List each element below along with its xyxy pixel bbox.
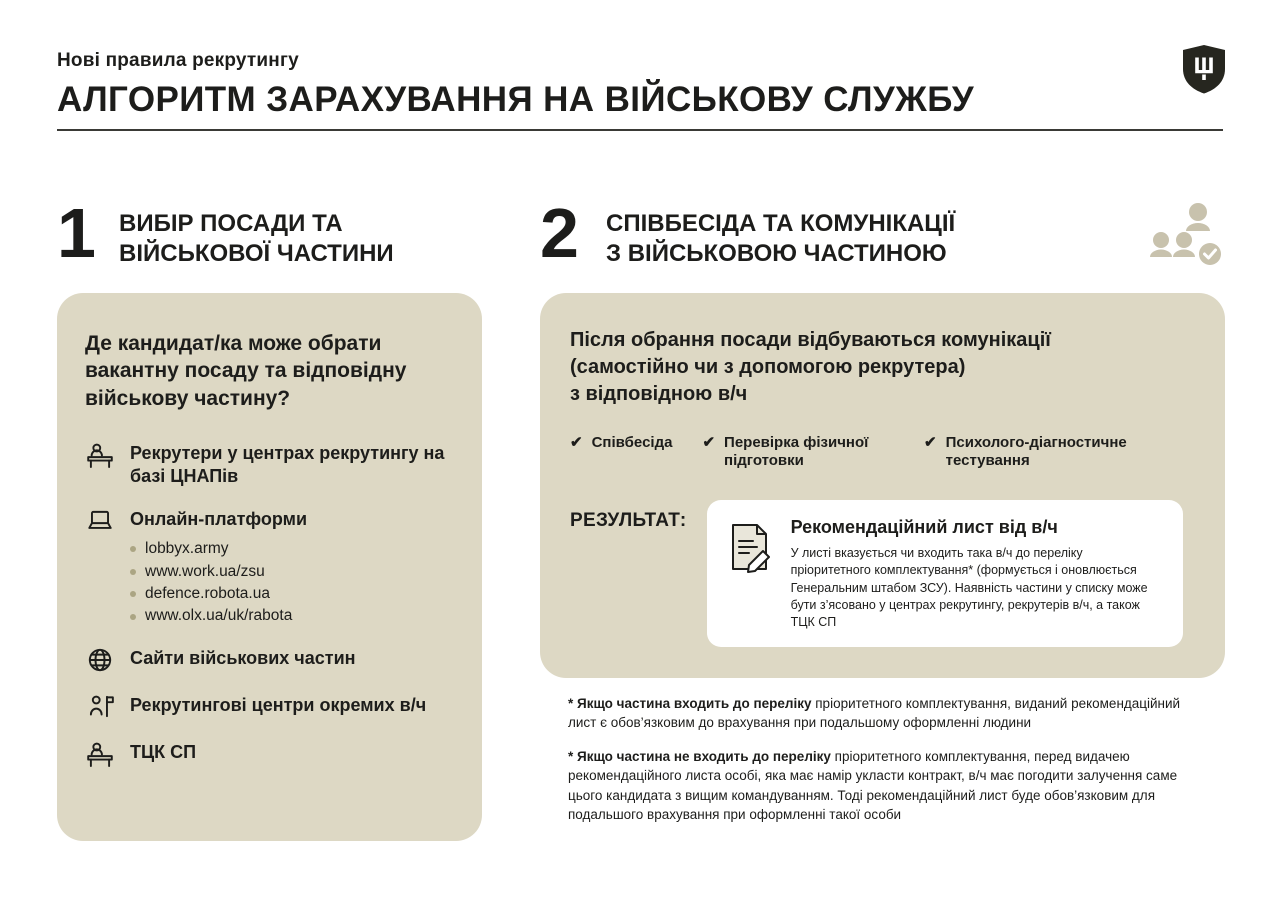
- check-label: Психолого-діагностичне тестування: [945, 433, 1127, 470]
- recommendation-card: [707, 500, 1183, 647]
- check-icon: ✔: [924, 433, 937, 451]
- channel-label: Рекрутингові центри окремих в/ч: [130, 694, 427, 715]
- platform-link: [130, 538, 307, 560]
- channel-label: Сайти військових частин: [130, 647, 356, 668]
- laptop-icon: [85, 506, 115, 536]
- kicker: Нові правила рекрутингу: [57, 50, 299, 71]
- step2-panel: [540, 293, 1225, 678]
- step2-title-line2: З ВІЙСЬКОВОЮ ЧАСТИНОЮ: [606, 240, 947, 268]
- step1-question: Де кандидат/ка може обрати вакантну посаду та відповідну військову частину?: [85, 332, 407, 410]
- card-text: [791, 517, 1163, 631]
- title-divider: [57, 129, 1223, 131]
- check-item-physical: [702, 434, 894, 472]
- footnote-2-lead: * Якщо частина не входить до переліку: [568, 749, 831, 765]
- footnote-2: [568, 747, 1192, 824]
- platform-link-label: defence.robota.ua: [145, 585, 270, 602]
- intro-line: Після обрання посади відбуваються комунікації: [570, 329, 1051, 351]
- person-flag-icon: [85, 692, 115, 722]
- check-label: Співбесіда: [591, 433, 673, 451]
- reception-desk-icon: [85, 440, 115, 470]
- result-label: РЕЗУЛЬТАТ:: [570, 510, 687, 532]
- platform-list: [130, 538, 307, 628]
- footnote-1-lead: * Якщо частина входить до переліку: [568, 696, 812, 711]
- step1-title: [119, 209, 394, 270]
- bullet-dot: [130, 569, 136, 575]
- footnote-2-rest: пріоритетного комплектування, перед видачею рекомендаційного листа особі, яка має намір укласти контракт, в/ч має погодити залучення саме цього кандидата з вищим командуванням. Тоді рекомендаційний лист буде обов’язковим для подальшого врахування при оформленні такої особи: [568, 749, 1178, 822]
- step2-title: [606, 209, 955, 270]
- check-item-interview: [570, 434, 672, 472]
- check-item-psych: [924, 434, 1181, 472]
- step2-title-line1: СПІВБЕСІДА ТА КОМУНІКАЦІЇ: [606, 210, 956, 237]
- channel-list: [85, 442, 456, 769]
- platform-link: [130, 561, 307, 583]
- check-icon: ✔: [702, 433, 716, 451]
- list-item-online-platforms: [85, 508, 456, 628]
- channel-label: Онлайн-платформи: [130, 508, 308, 529]
- globe-icon: [85, 645, 115, 675]
- platform-link-label: www.olx.ua/uk/rabota: [145, 607, 293, 625]
- card-body: У листі вказується чи входить така в/ч до переліку пріоритетного комплектування* (формується і оновлюється Генеральним штабом ЗСУ). Наявність частини у списку може бути з’ясовано у центрах рекрутингу, рекрутерів в/ч, а також ТЦК СП: [790, 546, 1148, 630]
- intro-line: (самостійно чи з допомогою рекрутера): [570, 356, 966, 379]
- bullet-dot: [130, 546, 136, 552]
- bullet-dot: [130, 614, 136, 620]
- footnote-1: [568, 694, 1192, 732]
- check-icon: ✔: [570, 433, 583, 451]
- step2-intro: [570, 327, 1195, 409]
- bullet-dot: [130, 591, 136, 597]
- people-network-check-icon: [1148, 202, 1224, 272]
- step1-title-line2: ВІЙСЬКОВОЇ ЧАСТИНИ: [119, 240, 394, 268]
- step1-number: 1: [57, 194, 94, 272]
- card-title: Рекомендаційний лист від в/ч: [790, 517, 1058, 538]
- result-row: [570, 500, 1195, 647]
- footnote-1-rest: пріоритетного комплектування, виданий рекомендаційний лист є обов’язковим до врахування при подальшому оформленні людини: [568, 696, 1181, 731]
- list-item-unit-sites: [85, 647, 456, 675]
- channel-label: ТЦК СП: [130, 741, 197, 762]
- platform-link: [130, 605, 307, 627]
- reception-desk-icon: [85, 739, 115, 769]
- step1-title-line1: ВИБІР ПОСАДИ ТА: [119, 210, 343, 237]
- step1-panel: [57, 293, 482, 841]
- check-label: Перевірка фізичної підготовки: [724, 433, 869, 470]
- list-item-unit-recruiting-centers: [85, 694, 456, 722]
- platform-link: [130, 583, 307, 605]
- list-item-tck-sp: [85, 741, 456, 769]
- check-list: [570, 434, 1195, 472]
- platform-link-label: www.work.ua/zsu: [145, 562, 265, 580]
- shield-logo-icon: [1182, 44, 1226, 94]
- document-pencil-icon: [725, 521, 775, 575]
- intro-line: з відповідною в/ч: [570, 383, 748, 406]
- channel-label-group: [130, 508, 307, 628]
- platform-link-label: lobbyx.army: [145, 540, 229, 558]
- list-item-recruiters: [85, 442, 456, 489]
- step2-number: 2: [540, 194, 577, 272]
- channel-label: Рекрутери у центрах рекрутингу на базі ЦНАПів: [130, 442, 445, 487]
- footnotes: [568, 694, 1192, 839]
- page-title: АЛГОРИТМ ЗАРАХУВАННЯ НА ВІЙСЬКОВУ СЛУЖБУ: [57, 80, 975, 119]
